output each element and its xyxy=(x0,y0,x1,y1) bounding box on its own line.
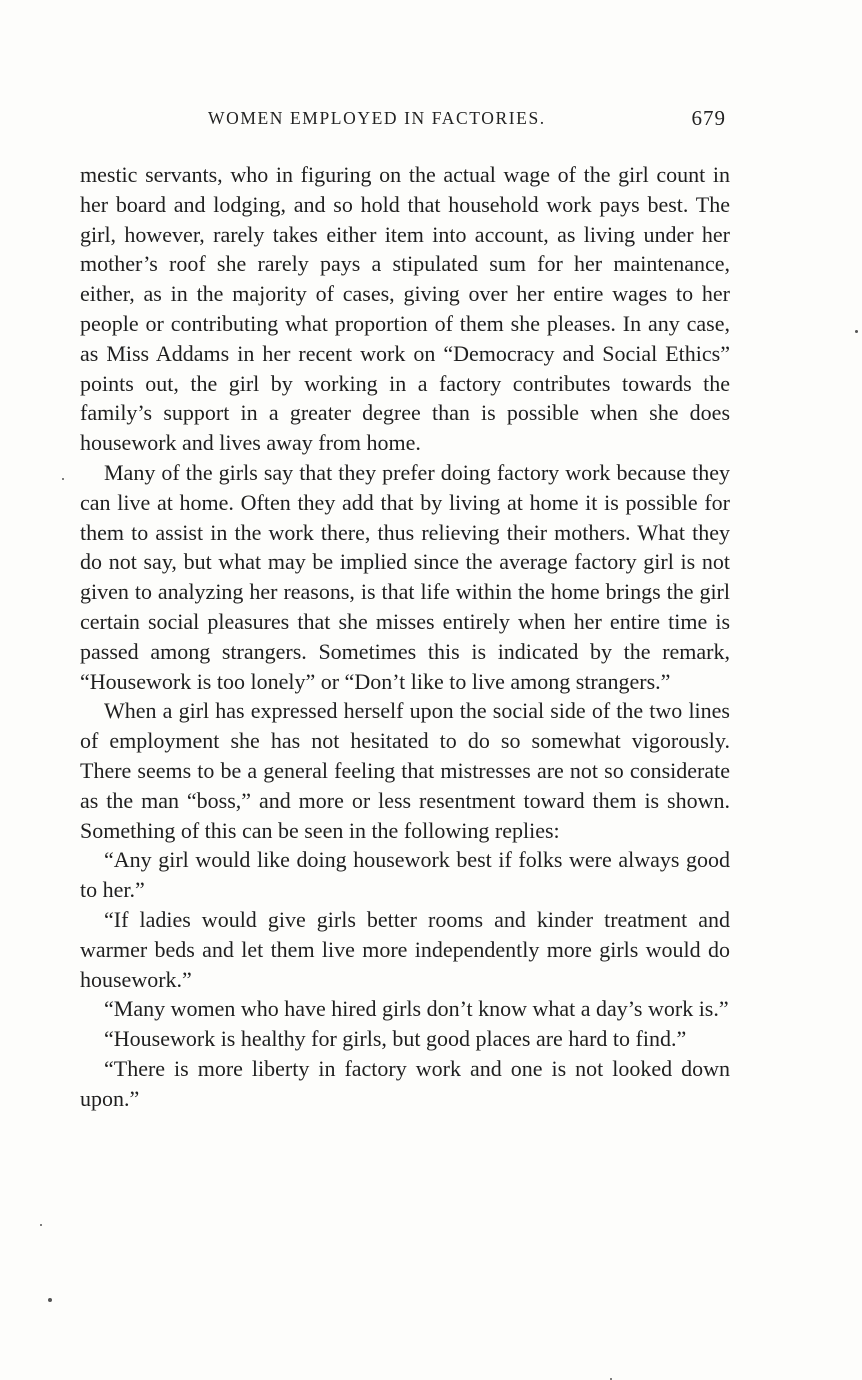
running-head: WOMEN EMPLOYED IN FACTORIES. xyxy=(208,108,546,128)
scan-speck xyxy=(62,478,64,480)
paragraph: Many of the girls say that they prefer doing factory work because they can live at home. Often they add that by living at home it is possible for them to assist in the work there, thus relieving their mothers. What they do not say, but what may be implied since the average factory girl is not given to analyzing her reasons, is that life within the home brings the girl certain social pleasures that she misses entirely when her entire time is passed among strangers. Sometimes this is indicated by the remark, “Housework is too lonely” or “Don’t like to live among strangers.” xyxy=(80,459,730,694)
quote-reply: “Housework is healthy for girls, but good places are hard to find.” xyxy=(104,1026,687,1052)
scan-speck xyxy=(40,1224,42,1226)
quote-reply: “Many women who have hired girls don’t know what a day’s work is.” xyxy=(104,996,729,1022)
paragraph: When a girl has expressed herself upon the social side of the two lines of employment she has not hesitated to do so somewhat vigorously. There seems to be a general feeling that mistresses are not so considerate as the man “boss,” and more or less resentment toward them is shown. Something of this can be seen in the following replies: xyxy=(80,698,730,843)
quote-reply: “If ladies would give girls better rooms and kinder treatment and warmer beds and let them live more independently more girls would do housework.” xyxy=(80,906,730,992)
quote-reply: “Any girl would like doing housework best if folks were always good to her.” xyxy=(80,847,730,903)
page-number: 679 xyxy=(691,106,726,130)
paragraph-continued: mestic servants, who in figuring on the actual wage of the girl count in her board and lodging, and so hold that household work pays best. The girl, however, rarely takes either item into account, as living under her mother’s roof she rarely pays a stipulated sum for her maintenance, either, as in the majority of cases, giving over her entire wages to her people or contributing what proportion of them she pleases. In any case, as Miss Addams in her recent work on “Democracy and Social Ethics” points out, the girl by working in a factory contributes towards the family’s support in a greater degree than is possible when she does housework and lives away from home. xyxy=(80,162,730,456)
body-text xyxy=(80,160,730,1114)
page-header xyxy=(80,106,730,136)
scan-speck xyxy=(48,1298,52,1302)
quote-reply: “There is more liberty in factory work and one is not looked down upon.” xyxy=(80,1055,730,1111)
scan-speck xyxy=(855,330,858,333)
